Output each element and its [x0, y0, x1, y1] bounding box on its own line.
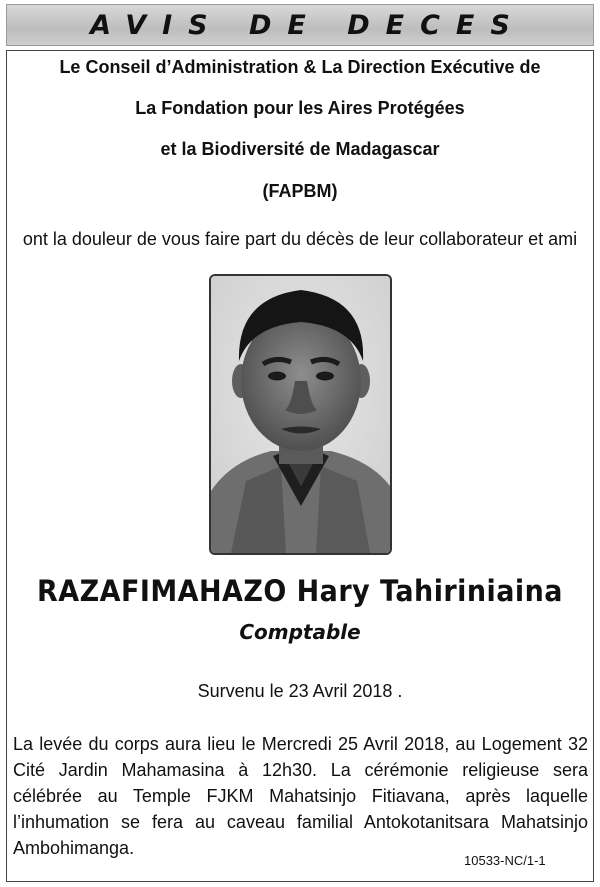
portrait-image: [211, 276, 390, 553]
portrait-photo: [209, 274, 392, 555]
announcement-text: ont la douleur de vous faire part du décès de leur collaborateur et ami: [22, 229, 578, 249]
header-band: [6, 4, 594, 46]
deceased-role: Comptable: [239, 620, 361, 644]
org-line-2: La Fondation pour les Aires Protégées: [135, 98, 465, 118]
org-acronym: (FAPBM): [262, 181, 338, 201]
funeral-details: La levée du corps aura lieu le Mercredi 25 Avril 2018, au Logement 32 Cité Jardin Mahamasina à 12h30. La cérémonie religieuse sera célébrée au Temple FJKM Mahatsinjo Fitiavana, après laquelle l’inhumation se fera au caveau familial Antokotanitsara Mahatsinjo Ambohimanga.: [13, 734, 588, 858]
org-line-1: Le Conseil d’Administration & La Direction Exécutive de: [59, 57, 541, 77]
death-date-line: Survenu le 23 Avril 2018 .: [197, 681, 403, 701]
org-line-3: et la Biodiversité de Madagascar: [160, 139, 440, 159]
reference-code: 10533-NC/1-1: [464, 853, 546, 868]
deceased-name: RAZAFIMAHAZO Hary Tahiriniaina: [37, 574, 563, 608]
notice-title: AVIS DE DECES: [90, 9, 526, 41]
